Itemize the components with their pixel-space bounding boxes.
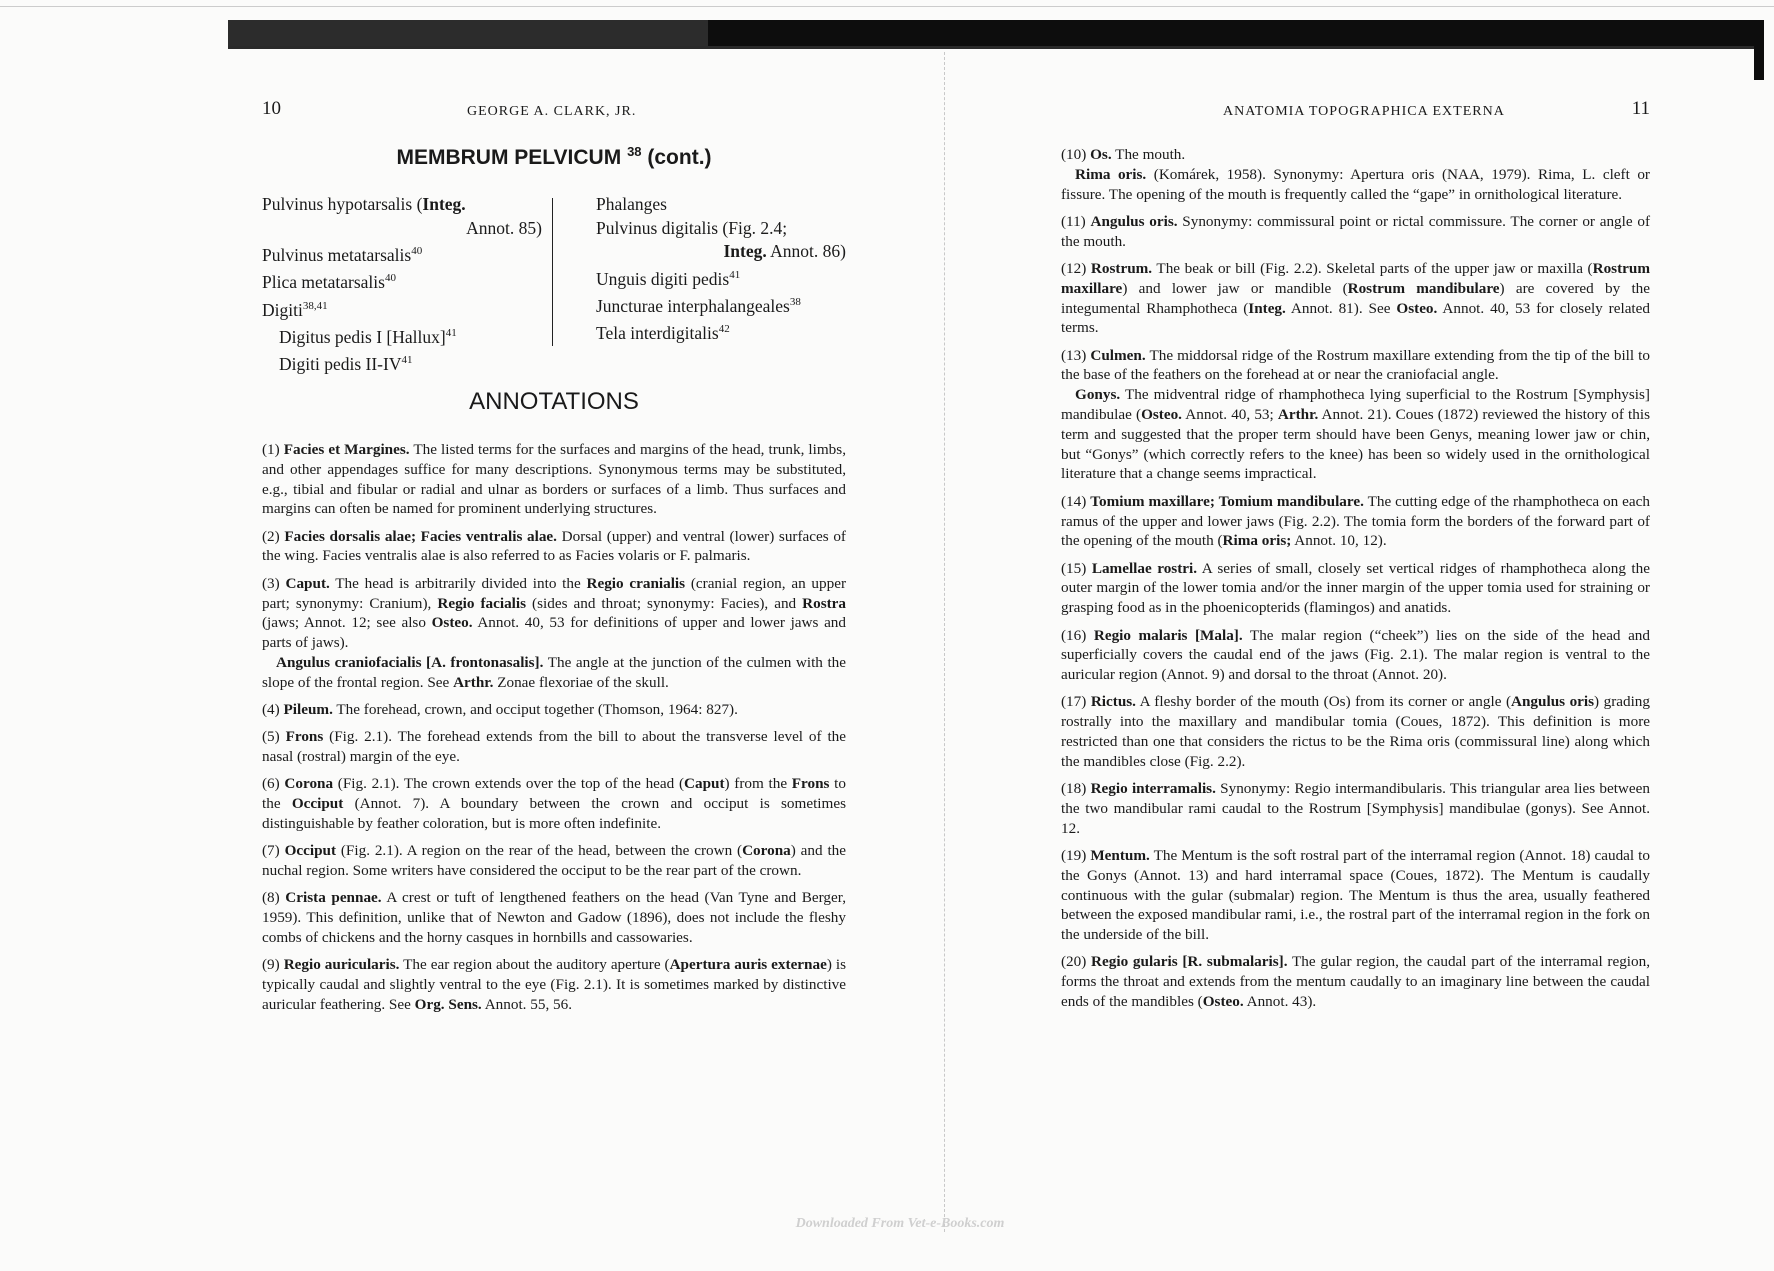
bold-term: Arthr. — [453, 673, 494, 691]
term-list-item — [596, 240, 846, 264]
page-number: 11 — [1631, 98, 1650, 119]
text-run: Digiti pedis II-IV — [279, 354, 402, 375]
annotation-subentry — [1061, 385, 1650, 484]
bold-term: Pileum. — [283, 701, 333, 719]
text-run: ) grading rostrally into the maxillary and mandibular tomia (Coues, 1872). This definition is more restricted than one that considers the rictus to be the Rima oris (commissural line) along which the mandibles close (Fig. 2.2). — [1061, 693, 1650, 770]
download-watermark: Downloaded From Vet-e-Books.com — [795, 1216, 1005, 1231]
text-run: The beak or bill (Fig. 2.2). Skeletal parts of the upper jaw or maxilla ( — [1152, 259, 1593, 277]
bold-term: Gonys. — [1075, 386, 1121, 404]
term-list-item — [262, 322, 542, 349]
annotation-entry — [1061, 259, 1650, 338]
text-run: (1) — [262, 441, 284, 458]
bold-term: Culmen. — [1090, 346, 1146, 364]
text-run: The cutting edge of the rhamphotheca on each ramus of the upper and lower jaws (Fig. 2.2). The tomia form the borders of the forward part of the opening of the mouth ( — [1061, 492, 1650, 550]
text-run: (9) — [262, 956, 284, 974]
text-run: (Fig. 2.1). The crown extends over the top of the head ( — [333, 775, 685, 793]
superscript-ref: 38 — [789, 295, 801, 308]
annotation-paragraph — [262, 700, 846, 720]
text-run: Annot. 43). — [1243, 993, 1317, 1011]
annotation-entry — [1061, 346, 1650, 485]
bold-term: Regio cranialis — [586, 574, 686, 592]
annotation-entry — [1061, 779, 1650, 838]
text-run: Phalanges — [596, 194, 667, 214]
text-run: Synonymy: Regio intermandibularis. This triangular area lies between the two mandibular rami caudal to the Rostrum [Symphysis] mandibulae (gonys). See Annot. 12. — [1061, 780, 1650, 837]
text-run: (17) — [1061, 693, 1091, 711]
text-run: (jaws; Annot. 12; see also — [262, 614, 432, 632]
text-run: A fleshy border of the mouth (Os) from its corner or angle ( — [1135, 693, 1512, 711]
text-run: (8) — [262, 889, 286, 907]
annotation-paragraph — [1061, 492, 1650, 551]
text-run: The head is arbitrarily divided into the — [329, 574, 587, 592]
running-head — [1061, 98, 1650, 125]
annotation-paragraph — [262, 527, 846, 567]
annotation-paragraph — [1061, 346, 1650, 386]
text-run: ) and the nuchal region. Some writers have considered the occiput to be the rear part of the crown. — [262, 842, 846, 880]
annotation-paragraph — [1061, 846, 1650, 945]
text-run: Pulvinus metatarsalis — [262, 244, 412, 265]
text-run: (Annot. 7). A boundary between the crown and occiput is sometimes distinguishable by feather coloration, but is more often indefinite. — [262, 795, 846, 833]
bold-term: Regio auricularis. — [283, 956, 400, 974]
text-run: Dorsal (upper) and ventral (lower) surfaces of the wing. Facies ventralis alae is also referred to as Facies volaris or F. palmaris. — [262, 527, 846, 565]
annotation-paragraph — [1061, 212, 1650, 252]
bold-term: Apertura auris externae — [669, 956, 827, 974]
text-run: (11) — [1061, 212, 1091, 230]
term-list-column-2 — [596, 193, 846, 345]
annotations-list — [1061, 145, 1650, 1019]
superscript-ref: 40 — [411, 245, 423, 257]
text-run: (20) — [1061, 953, 1092, 971]
bold-term: Rictus. — [1090, 693, 1136, 711]
bold-term: Regio malaris [Mala]. — [1093, 626, 1243, 644]
text-run: Juncturae interphalangeales — [596, 295, 790, 316]
text-run: Annot. 10, 12). — [1291, 532, 1387, 550]
annotation-paragraph — [262, 841, 846, 881]
annotation-paragraph — [262, 727, 846, 767]
bold-term: Facies et Margines. — [283, 441, 410, 458]
text-run: (12) — [1061, 259, 1091, 277]
text-run: The middorsal ridge of the Rostrum maxillare extending from the tip of the bill to the base of the feathers on the forehead at or near the craniofacial angle. — [1061, 346, 1650, 384]
annotation-entry — [1061, 492, 1650, 551]
annotations-list — [262, 440, 846, 1022]
running-head-title: ANATOMIA TOPOGRAPHICA EXTERNA — [1223, 104, 1505, 119]
text-run: Annot. 55, 56. — [481, 995, 573, 1013]
annotation-paragraph — [1061, 559, 1650, 618]
term-list-item — [262, 267, 542, 294]
text-run: The malar region (“cheek”) lies on the side of the head and superficially covers the caudal end of the jaws (Fig. 2.1). The malar region is ventral to the auricular region (Annot. 9) and dorsal to the throat (Annot. 20). — [1061, 626, 1650, 684]
text-run: (10) — [1061, 146, 1091, 163]
bold-term: Lamellae rostri. — [1091, 559, 1198, 577]
text-run: (16) — [1061, 626, 1094, 644]
bold-term: Occiput — [284, 842, 337, 860]
text-run: Unguis digiti pedis — [596, 268, 730, 289]
text-run: Digiti — [262, 299, 303, 320]
running-head-title: GEORGE A. CLARK, JR. — [467, 104, 637, 119]
superscript-ref: 41 — [401, 354, 413, 367]
bold-term: Regio gularis [R. submalaris]. — [1091, 953, 1288, 971]
bold-term: Rostrum. — [1090, 259, 1153, 277]
text-run: (15) — [1061, 559, 1092, 577]
bold-term: Angulus oris. — [1090, 212, 1178, 230]
text-run: Annot. 40, 53 for closely related terms. — [1061, 299, 1650, 337]
annotation-paragraph — [262, 955, 846, 1014]
text-run: Plica metatarsalis — [262, 272, 385, 293]
annotation-entry — [262, 527, 846, 567]
annotation-entry — [1061, 952, 1650, 1011]
bold-term: Rostra — [802, 594, 847, 612]
section-title-sup: 38 — [627, 144, 642, 159]
bold-term: Integ. — [1248, 299, 1286, 317]
text-run: Annot. 40, 53; — [1181, 406, 1278, 424]
bold-term: Osteo. — [431, 614, 473, 632]
text-run: Synonymy: commissural point or rictal commissure. The corner or angle of the mouth. — [1061, 212, 1650, 250]
text-run: Annot. 86) — [766, 241, 846, 261]
bold-term: Osteo. — [1202, 993, 1244, 1011]
term-list-item — [596, 217, 846, 241]
bold-term: Rostrum maxillare — [1061, 259, 1650, 297]
text-run: Tela interdigitalis — [596, 322, 719, 343]
text-run: (sides and throat; synonymy: Facies), and — [526, 594, 803, 612]
term-list-item — [262, 240, 542, 267]
right-page — [1061, 0, 1650, 1271]
text-run: (13) — [1061, 346, 1091, 364]
superscript-ref: 40 — [384, 272, 396, 285]
term-list-item — [262, 217, 542, 241]
annotation-paragraph — [1061, 145, 1650, 165]
text-run: ) are covered by the integumental Rhamphotheca ( — [1061, 279, 1650, 317]
text-run: The angle at the junction of the culmen with the slope of the frontal region. See — [262, 653, 846, 691]
bold-term: Angulus oris — [1511, 693, 1595, 711]
text-run: ) is typically caudal and slightly ventral to the eye (Fig. 2.1). It is sometimes marked by distinctive auricular feathering. See — [262, 956, 846, 1013]
book-gutter — [944, 52, 945, 1232]
column-divider — [552, 198, 553, 346]
left-page — [262, 0, 846, 1271]
annotation-paragraph — [1061, 692, 1650, 771]
annotation-paragraph — [1061, 952, 1650, 1011]
bold-term: Rostrum mandibulare — [1347, 279, 1500, 297]
annotation-entry — [1061, 145, 1650, 204]
text-run: Annot. 81). See — [1285, 299, 1397, 317]
section-title-text: MEMBRUM PELVICUM — [396, 146, 622, 169]
annotation-subentry — [1061, 165, 1650, 205]
annotation-entry — [1061, 626, 1650, 685]
bold-term: Regio facialis — [437, 594, 527, 612]
bold-term: Occiput — [291, 795, 344, 813]
annotation-entry — [262, 841, 846, 881]
text-run: Zonae flexoriae of the skull. — [493, 673, 669, 691]
annotation-entry — [262, 774, 846, 833]
text-run: The forehead, crown, and occiput together (Thomson, 1964: 827). — [332, 701, 738, 719]
text-run: ) and lower jaw or mandible ( — [1122, 279, 1348, 297]
text-run: Annot. 21). Coues (1872) reviewed the history of this term and suggested that the proper term should have been Genys, meaning lower jaw or chin, but “Gonys” (which correctly refers to the knee) has been so widely used in the ornithological literature that a change seems impractical. — [1061, 406, 1650, 483]
term-list-item — [262, 193, 542, 217]
term-list-item — [596, 264, 846, 291]
text-run: (18) — [1061, 780, 1091, 798]
term-list-column-1 — [262, 193, 542, 377]
bold-term: Integ. — [422, 194, 466, 214]
text-run: (4) — [262, 701, 284, 719]
bold-term: Frons — [791, 775, 830, 793]
term-list-item — [596, 193, 846, 217]
text-run: (19) — [1061, 847, 1091, 864]
bold-term: Osteo. — [1141, 406, 1182, 424]
superscript-ref: 42 — [718, 323, 730, 336]
annotation-subentry — [262, 653, 846, 693]
annotation-entry — [262, 440, 846, 519]
text-run: The ear region about the auditory aperture ( — [399, 956, 670, 974]
bold-term: Org. Sens. — [414, 995, 482, 1013]
text-run: A crest or tuft of lengthened feathers on the head (Van Tyne and Berger, 1959). This definition, unlike that of Newton and Gadow (1896), does not include the fleshy combs of chickens and the horny casques in hornbills and cassowaries. — [262, 889, 846, 947]
annotation-entry — [262, 727, 846, 767]
text-run: (Fig. 2.1). A region on the rear of the head, between the crown ( — [336, 842, 743, 860]
bold-term: Corona — [742, 842, 791, 860]
annotation-entry — [1061, 559, 1650, 618]
text-run: The midventral ridge of rhamphotheca lying superficial to the Rostrum [Symphysis] mandibulae ( — [1061, 386, 1650, 424]
text-run: Pulvinus digitalis (Fig. 2.4; — [596, 217, 788, 238]
text-run: (2) — [262, 527, 285, 545]
section-title-suffix: (cont.) — [647, 146, 712, 169]
superscript-ref: 38,41 — [302, 299, 328, 312]
term-list-item — [262, 295, 542, 322]
text-run: Pulvinus hypotarsalis ( — [262, 194, 423, 214]
bold-term: Mentum. — [1090, 847, 1150, 864]
text-run: The Mentum is the soft rostral part of the interramal region (Annot. 18) caudal to the Gonys (Annot. 13) and hard interramal space (Coues, 1872). The Mentum is caudally continuous with the gular (submalar) region. The Mentum is thus the area, usually feathered between the exposed mandibular rami, i.e., the rostral part of the interramal region in the fork on the underside of the bill. — [1061, 847, 1650, 944]
text-run: The gular region, the caudal part of the interramal region, forms the throat and extends from the mentum caudally to an imaginary line between the caudal ends of the mandibles ( — [1061, 953, 1651, 1011]
text-run: (3) — [262, 574, 286, 592]
bold-term: Tomium maxillare; Tomium mandibulare. — [1090, 492, 1364, 510]
section-title — [262, 144, 846, 170]
text-run: (cranial region, an upper part; synonymy: Cranium), — [262, 574, 847, 612]
text-run: Annot. 40, 53 for definitions of upper and lower jaws and parts of jaws). — [262, 614, 846, 652]
annotation-paragraph — [1061, 779, 1650, 838]
superscript-ref: 41 — [445, 326, 457, 339]
bold-term: Crista pennae. — [285, 889, 382, 907]
bold-term: Caput — [684, 775, 725, 793]
bold-term: Angulus craniofacialis [A. frontonasalis]. — [276, 653, 544, 671]
text-run: The mouth. — [1111, 146, 1186, 163]
page-number: 10 — [262, 98, 281, 119]
bold-term: Frons — [285, 728, 324, 746]
text-run: (Fig. 2.1). The forehead extends from the bill to about the transverse level of the nasal (rostral) margin of the eye. — [262, 728, 846, 766]
annotation-paragraph — [1061, 259, 1650, 338]
bold-term: Facies dorsalis alae; Facies ventralis alae. — [284, 527, 557, 545]
bold-term: Corona — [284, 775, 334, 793]
annotation-paragraph — [262, 888, 846, 947]
text-run: (14) — [1061, 492, 1091, 510]
bold-term: Os. — [1090, 146, 1112, 163]
annotation-entry — [1061, 212, 1650, 252]
annotations-heading: ANNOTATIONS — [469, 388, 639, 415]
text-run: (Komárek, 1958). Synonymy: Apertura oris (NAA, 1979). Rima, L. cleft or fissure. The opening of the mouth is frequently called the “gape” in ornithological literature. — [1061, 165, 1650, 203]
annotation-paragraph — [1061, 626, 1650, 685]
annotation-paragraph — [262, 774, 846, 833]
bold-term: Regio interramalis. — [1090, 780, 1216, 798]
annotation-paragraph — [262, 574, 846, 653]
annotation-entry — [262, 700, 846, 720]
text-run: Digitus pedis I [Hallux] — [279, 326, 446, 347]
text-run: ) from the — [724, 775, 792, 793]
text-run: (6) — [262, 775, 285, 793]
bold-term: Rima oris. — [1075, 165, 1147, 183]
bold-term: Arthr. — [1277, 406, 1319, 424]
running-head — [262, 98, 846, 125]
annotation-entry — [262, 955, 846, 1014]
term-list-item — [262, 349, 542, 376]
annotation-entry — [262, 574, 846, 693]
text-run: A series of small, closely set vertical ridges of rhamphotheca along the outer margin of the lower tomia and/or the inner margin of the upper tomia used for straining or grasping food as in the phoenicopterids (flamingos) and anatids. — [1061, 559, 1650, 617]
superscript-ref: 41 — [729, 268, 741, 281]
annotation-entry — [1061, 692, 1650, 771]
term-list-item — [596, 318, 846, 345]
text-run: (7) — [262, 842, 285, 860]
annotation-entry — [262, 888, 846, 947]
bold-term: Osteo. — [1396, 299, 1438, 317]
bold-term: Caput. — [285, 574, 330, 592]
text-run: (5) — [262, 728, 286, 746]
annotation-entry — [1061, 846, 1650, 945]
annotation-paragraph — [262, 440, 846, 519]
text-run: to the — [262, 775, 846, 813]
text-run: The listed terms for the surfaces and margins of the head, trunk, limbs, and other appendages suffice for many descriptions. Synonymous terms may be substituted, e.g., tibial and fibular or radial and ulnar as borders or surfaces of a limb. Thus surfaces and margins can often be named for prominent underlying structures. — [262, 441, 846, 518]
bold-term: Rima oris; — [1222, 532, 1292, 550]
bold-term: Integ. — [723, 241, 767, 261]
term-list-item — [596, 291, 846, 318]
text-run: Annot. 85) — [466, 217, 542, 238]
